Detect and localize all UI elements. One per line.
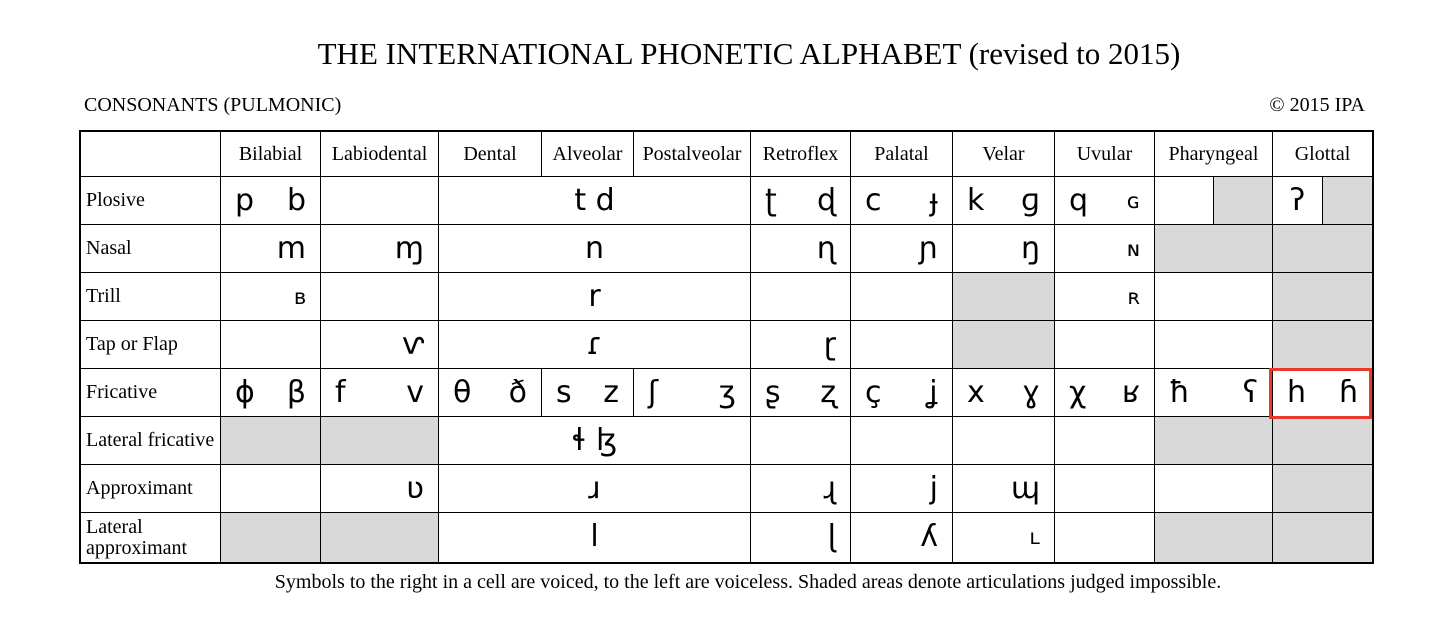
- cell-trill-4: [751, 273, 851, 321]
- ipa-symbol-voiced: ɣ: [1022, 375, 1040, 410]
- cell-tap-or-flap-4: [751, 321, 851, 369]
- cell-lateral-approximant-5: [851, 513, 953, 562]
- cell-lateral-approximant-2-shaded: [321, 513, 439, 562]
- cell-plosive-8-voiceless: [1155, 177, 1214, 225]
- cell-lateral-approximant-8-shaded: [1155, 513, 1273, 562]
- cell-lateral-approximant-3: [439, 513, 751, 562]
- cell-plosive-9-voiceless: [1273, 177, 1323, 225]
- cell-trill-5: [851, 273, 953, 321]
- ipa-symbol-voiced: ʕ: [1242, 375, 1258, 410]
- cell-tap-or-flap-7: [1055, 321, 1155, 369]
- cell-lateral-fricative-6: [953, 417, 1055, 465]
- row-header-plosive: Plosive: [81, 177, 221, 225]
- ipa-symbol-voiced: ɽ: [823, 327, 836, 362]
- cell-trill-3: [439, 273, 751, 321]
- cell-plosive-9-shaded: [1323, 177, 1372, 225]
- cell-trill-9-shaded: [1273, 273, 1372, 321]
- ipa-symbol: l: [590, 519, 599, 554]
- cell-fricative-8: [953, 369, 1055, 417]
- column-header-retroflex: Retroflex: [751, 132, 851, 177]
- cell-trill-7: [1055, 273, 1155, 321]
- ipa-symbol: ɾ: [586, 327, 603, 362]
- ipa-symbol-voiced: ʟ: [1029, 525, 1040, 549]
- cell-lateral-fricative-8-shaded: [1155, 417, 1273, 465]
- column-header-postalveolar: Postalveolar: [634, 132, 751, 177]
- cell-trill-8: [1155, 273, 1273, 321]
- ipa-symbol-voiceless: f: [335, 375, 346, 410]
- ipa-symbol-voiceless: ç: [865, 375, 882, 410]
- ipa-symbol: r: [588, 279, 601, 314]
- ipa-symbol-voiceless: h: [1287, 375, 1307, 410]
- ipa-symbol-voiced: ʎ: [920, 519, 938, 554]
- cell-approximant-9-shaded: [1273, 465, 1372, 513]
- ipa-symbol-voiced: ɳ: [816, 231, 836, 266]
- chart-title: THE INTERNATIONAL PHONETIC ALPHABET (revised to 2015): [317, 36, 1181, 71]
- row-header-approximant: Approximant: [81, 465, 221, 513]
- cell-approximant-3: [439, 465, 751, 513]
- ipa-symbol-voiceless: ʈ: [765, 183, 777, 218]
- cell-approximant-7: [1055, 465, 1155, 513]
- ipa-symbol-voiced: ɰ: [1010, 471, 1040, 506]
- ipa-symbol-voiceless: ʂ: [765, 375, 781, 410]
- ipa-symbol-voiced: ɟ: [929, 183, 938, 218]
- column-header-glottal: Glottal: [1273, 132, 1372, 177]
- ipa-symbol-voiced: β: [286, 375, 306, 410]
- ipa-symbol: n: [584, 231, 604, 266]
- column-header-uvular: Uvular: [1055, 132, 1155, 177]
- cell-nasal-9-shaded: [1273, 225, 1372, 273]
- ipa-symbol-voiceless: ɸ: [235, 375, 255, 410]
- ipa-symbol-voiceless: ħ: [1169, 375, 1190, 410]
- footnote: Symbols to the right in a cell are voiced, to the left are voiceless. Shaded areas denote articulations judged impossible.: [274, 571, 1222, 593]
- ipa-symbol-voiced: ɢ: [1126, 189, 1140, 213]
- ipa-symbol-voiceless: x: [967, 375, 985, 410]
- ipa-symbol-voiced: ɲ: [918, 231, 938, 266]
- cell-plosive-6: [953, 177, 1055, 225]
- row-header-tap-or-flap: Tap or Flap: [81, 321, 221, 369]
- section-subtitle: CONSONANTS (PULMONIC): [84, 94, 342, 116]
- cell-fricative-4: [542, 369, 634, 417]
- cell-fricative-5: [634, 369, 751, 417]
- cell-approximant-4: [751, 465, 851, 513]
- cell-approximant-2: [321, 465, 439, 513]
- ipa-symbol-voiced: ʝ: [929, 375, 938, 410]
- ipa-symbol-voiced: ʒ: [718, 375, 736, 410]
- cell-nasal-4: [751, 225, 851, 273]
- ipa-symbol-voiceless: c: [865, 183, 882, 218]
- ipa-symbol-voiced: ɦ: [1338, 375, 1358, 410]
- column-header-labiodental: Labiodental: [321, 132, 439, 177]
- cell-nasal-7: [1055, 225, 1155, 273]
- ipa-symbol-voiced: ɴ: [1126, 237, 1140, 261]
- cell-plosive-2: [321, 177, 439, 225]
- column-header-dental: Dental: [439, 132, 542, 177]
- ipa-symbol-voiced: ŋ: [1020, 231, 1040, 266]
- cell-tap-or-flap-3: [439, 321, 751, 369]
- ipa-symbol-voiceless: θ: [453, 375, 472, 410]
- ipa-symbol-voiced: ʙ: [293, 285, 306, 309]
- copyright-notice: © 2015 IPA: [1269, 94, 1365, 116]
- ipa-symbol-voiced: ʐ: [820, 375, 836, 410]
- cell-tap-or-flap-1: [221, 321, 321, 369]
- cell-lateral-approximant-7: [1055, 513, 1155, 562]
- cell-approximant-8: [1155, 465, 1273, 513]
- cell-lateral-fricative-4: [751, 417, 851, 465]
- cell-fricative-10: [1155, 369, 1273, 417]
- column-header-pharyngeal: Pharyngeal: [1155, 132, 1273, 177]
- ipa-symbol: ɬ ɮ: [571, 423, 618, 458]
- cell-trill-1: [221, 273, 321, 321]
- column-header-bilabial: Bilabial: [221, 132, 321, 177]
- ipa-symbol-voiced: ɭ: [827, 519, 836, 554]
- cell-plosive-7: [1055, 177, 1155, 225]
- ipa-symbol-voiced: ɱ: [394, 231, 424, 266]
- ipa-symbol-voiced: ð: [508, 375, 527, 410]
- cell-approximant-6: [953, 465, 1055, 513]
- cell-lateral-fricative-2-shaded: [321, 417, 439, 465]
- ipa-symbol-voiced: v: [406, 375, 424, 410]
- ipa-symbol-voiced: ʀ: [1127, 285, 1140, 309]
- cell-approximant-1: [221, 465, 321, 513]
- cell-tap-or-flap-6-shaded: [953, 321, 1055, 369]
- ipa-symbol-voiced: ɡ: [1020, 183, 1040, 218]
- cell-fricative-7: [851, 369, 953, 417]
- row-header-fricative: Fricative: [81, 369, 221, 417]
- ipa-symbol-voiceless: χ: [1069, 375, 1087, 410]
- cell-nasal-8-shaded: [1155, 225, 1273, 273]
- row-header-nasal: Nasal: [81, 225, 221, 273]
- cell-fricative-9: [1055, 369, 1155, 417]
- ipa-symbol-voiced: b: [286, 183, 306, 218]
- cell-plosive-8-shaded: [1214, 177, 1273, 225]
- cell-fricative-6: [751, 369, 851, 417]
- ipa-symbol-voiceless: s: [556, 375, 572, 410]
- cell-plosive-1: [221, 177, 321, 225]
- ipa-symbol-voiceless: ʃ: [648, 375, 659, 410]
- cell-lateral-approximant-9-shaded: [1273, 513, 1372, 562]
- cell-fricative-3: [439, 369, 542, 417]
- cell-tap-or-flap-2: [321, 321, 439, 369]
- column-header-velar: Velar: [953, 132, 1055, 177]
- cell-tap-or-flap-8: [1155, 321, 1273, 369]
- cell-lateral-approximant-6: [953, 513, 1055, 562]
- cell-lateral-fricative-9-shaded: [1273, 417, 1372, 465]
- cell-lateral-fricative-7: [1055, 417, 1155, 465]
- ipa-symbol: ɹ: [588, 471, 601, 506]
- row-header-lateral-fricative: Lateral fricative: [81, 417, 221, 465]
- cell-fricative-1: [221, 369, 321, 417]
- cell-lateral-fricative-1-shaded: [221, 417, 321, 465]
- cell-nasal-2: [321, 225, 439, 273]
- cell-nasal-5: [851, 225, 953, 273]
- cell-trill-6-shaded: [953, 273, 1055, 321]
- cell-lateral-fricative-3: [439, 417, 751, 465]
- cell-approximant-5: [851, 465, 953, 513]
- ipa-symbol: t d: [574, 183, 615, 218]
- cell-lateral-approximant-1-shaded: [221, 513, 321, 562]
- ipa-symbol-voiced: m: [276, 231, 306, 266]
- column-header-palatal: Palatal: [851, 132, 953, 177]
- cell-tap-or-flap-5: [851, 321, 953, 369]
- cell-nasal-1: [221, 225, 321, 273]
- ipa-symbol-voiceless: ʔ: [1289, 183, 1306, 218]
- cell-nasal-3: [439, 225, 751, 273]
- cell-trill-2: [321, 273, 439, 321]
- cell-lateral-fricative-5: [851, 417, 953, 465]
- ipa-symbol-voiceless: p: [235, 183, 255, 218]
- ipa-symbol-voiceless: k: [967, 183, 985, 218]
- ipa-symbol-voiced: ʁ: [1121, 375, 1140, 410]
- cell-plosive-5: [851, 177, 953, 225]
- cell-plosive-4: [751, 177, 851, 225]
- table-corner-cell: [81, 132, 221, 177]
- cell-fricative-11: [1273, 369, 1372, 417]
- ipa-symbol-voiced: ɻ: [823, 471, 836, 506]
- ipa-symbol-voiceless: q: [1069, 183, 1089, 218]
- row-header-trill: Trill: [81, 273, 221, 321]
- row-header-lateral-approximant: Lateral approximant: [81, 513, 221, 562]
- ipa-symbol-voiced: z: [603, 375, 619, 410]
- cell-nasal-6: [953, 225, 1055, 273]
- column-header-alveolar: Alveolar: [542, 132, 634, 177]
- cell-tap-or-flap-9-shaded: [1273, 321, 1372, 369]
- ipa-symbol-voiced: ⱱ: [401, 327, 424, 362]
- cell-plosive-3: [439, 177, 751, 225]
- ipa-symbol-voiced: ʋ: [406, 471, 424, 506]
- consonant-table: [79, 130, 1374, 564]
- cell-lateral-approximant-4: [751, 513, 851, 562]
- ipa-symbol-voiced: j: [929, 471, 938, 506]
- ipa-symbol-voiced: ɖ: [816, 183, 836, 218]
- cell-fricative-2: [321, 369, 439, 417]
